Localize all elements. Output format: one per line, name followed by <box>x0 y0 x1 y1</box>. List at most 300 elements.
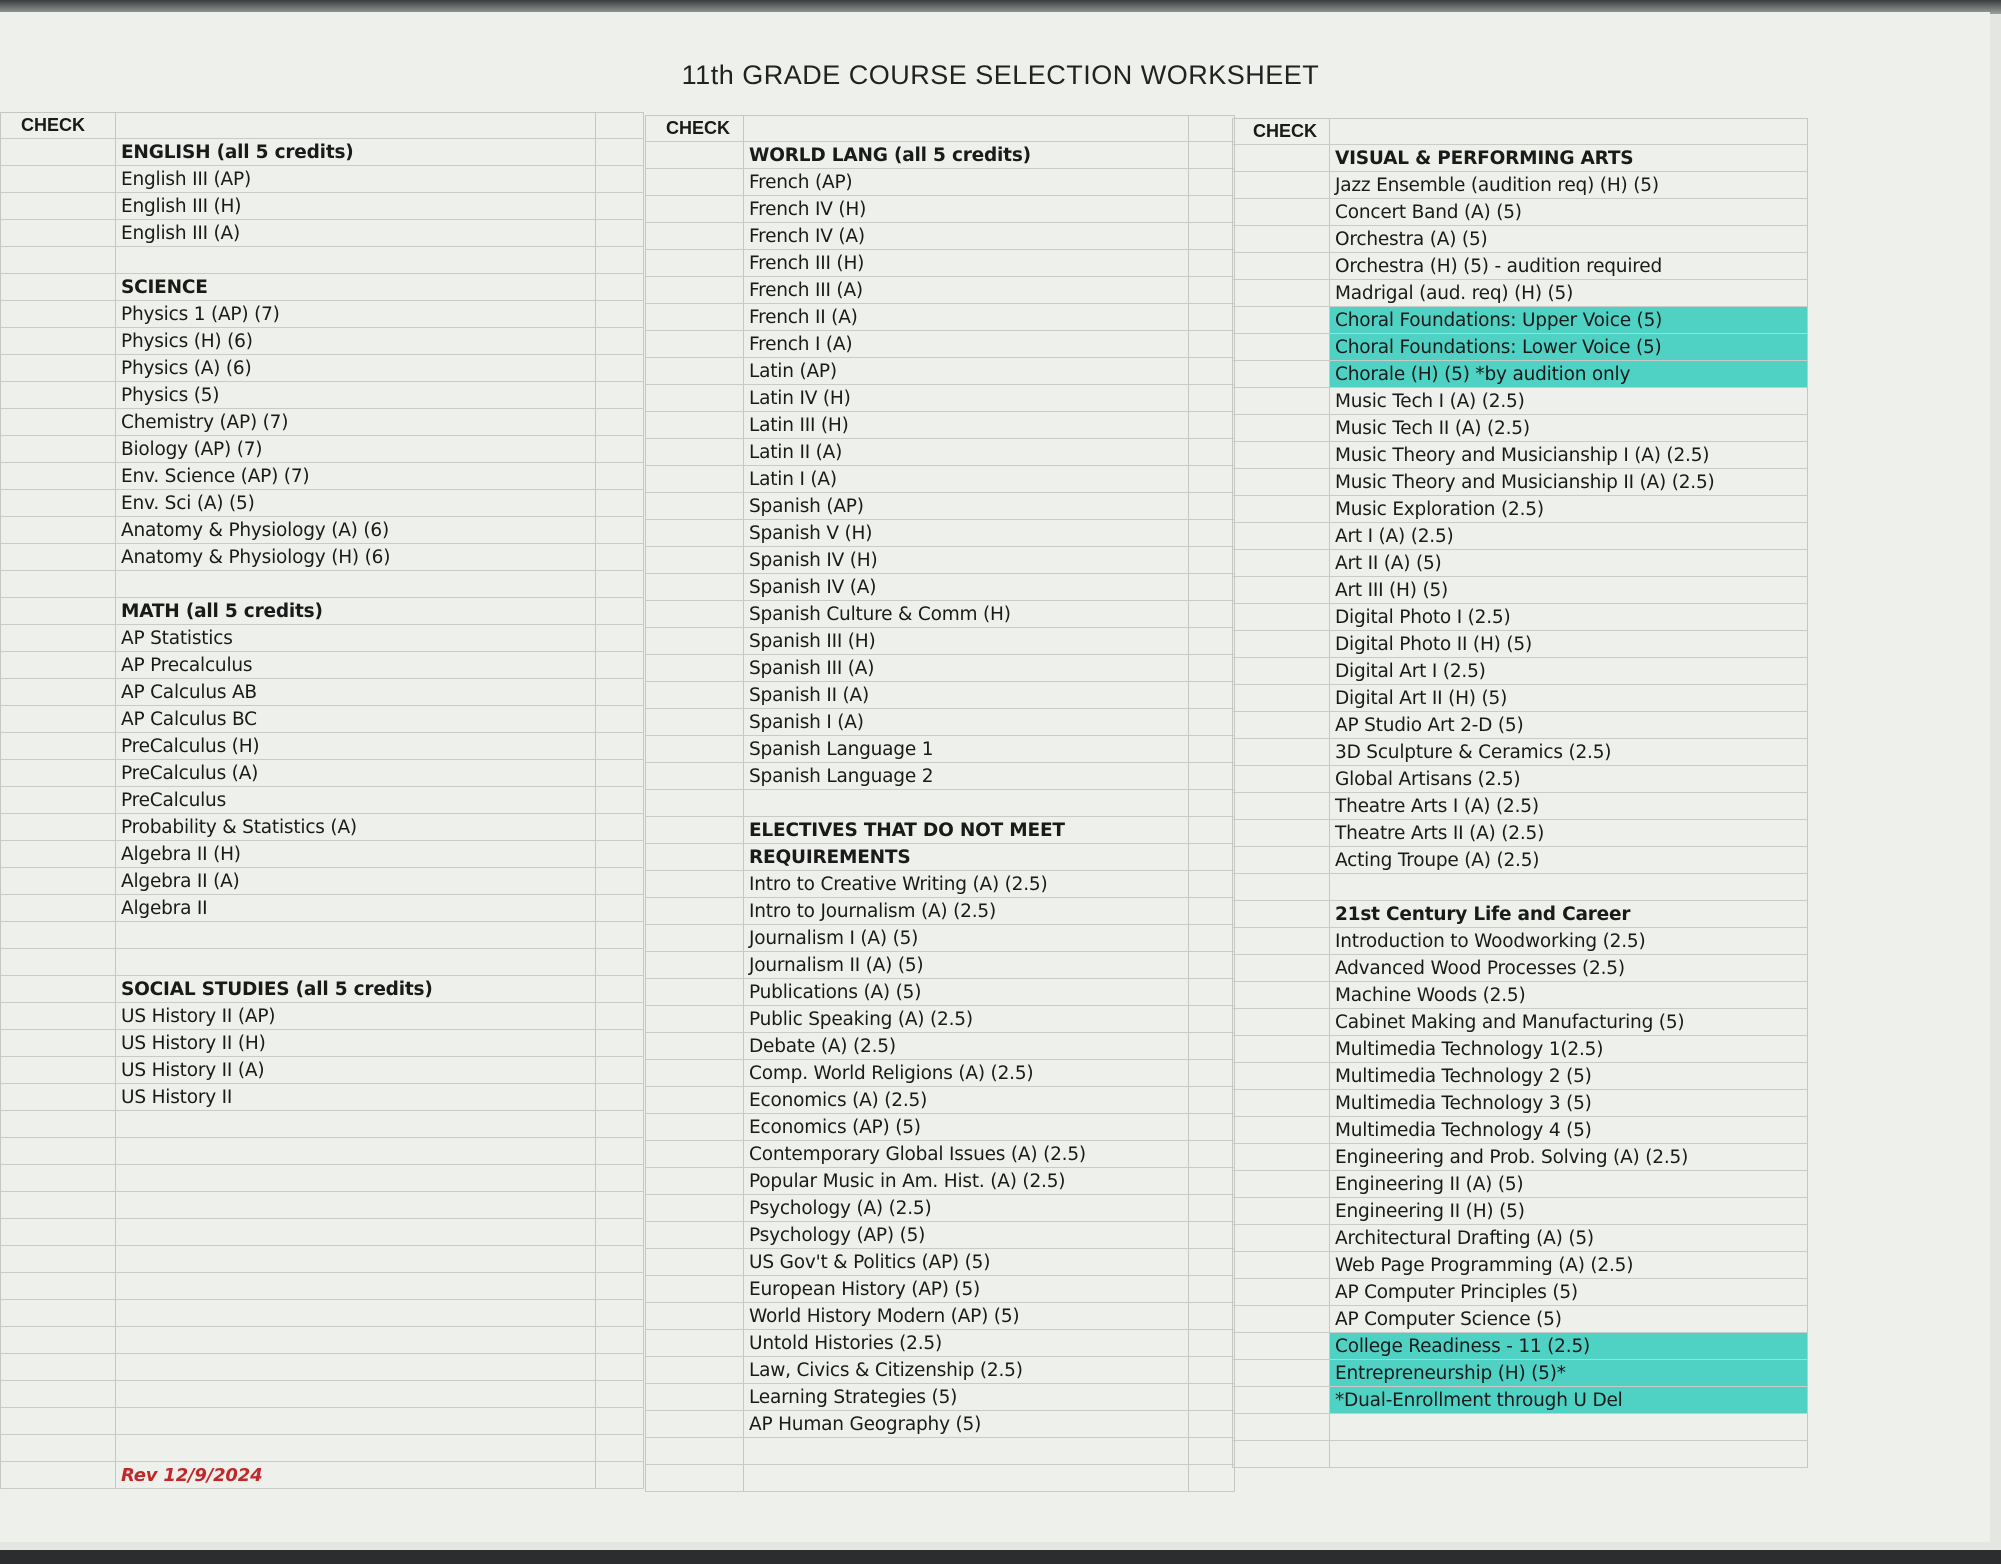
course-row <box>1233 307 1808 334</box>
check-box-cell[interactable] <box>1233 1117 1330 1143</box>
check-box-cell[interactable] <box>646 169 744 195</box>
check-box-cell[interactable] <box>646 1249 744 1275</box>
course-name: Introduction to Woodworking (2.5) <box>1330 928 1808 954</box>
check-box-cell[interactable] <box>1233 712 1330 738</box>
check-box-cell[interactable] <box>1 1408 116 1434</box>
check-box-cell[interactable] <box>646 1303 744 1329</box>
course-row <box>1233 415 1808 442</box>
course-row <box>646 1303 1235 1330</box>
check-box-cell[interactable] <box>646 277 744 303</box>
check-box-cell[interactable] <box>1233 766 1330 792</box>
check-box-cell[interactable] <box>646 196 744 222</box>
check-box-cell[interactable] <box>646 898 744 924</box>
check-box-cell[interactable] <box>646 1168 744 1194</box>
check-box-cell[interactable] <box>1 976 116 1002</box>
check-box-cell[interactable] <box>1 652 116 678</box>
course-row <box>646 385 1235 412</box>
course-name: 3D Sculpture & Ceramics (2.5) <box>1330 739 1808 765</box>
check-box-cell[interactable] <box>1 841 116 867</box>
spacer-cell <box>596 1030 644 1056</box>
course-row <box>646 601 1235 628</box>
section-heading: 21st Century Life and Career <box>1330 901 1808 927</box>
course-row <box>1 733 644 760</box>
check-box-cell[interactable] <box>1 274 116 300</box>
check-box-cell[interactable] <box>1233 1225 1330 1251</box>
check-box-cell[interactable] <box>646 493 744 519</box>
check-box-cell[interactable] <box>1233 955 1330 981</box>
check-box-cell[interactable] <box>1 733 116 759</box>
check-box-cell[interactable] <box>1 139 116 165</box>
course-name: AP Precalculus <box>116 652 596 678</box>
spacer-cell <box>1189 1060 1235 1086</box>
course-row <box>646 1465 1235 1492</box>
check-box-cell[interactable] <box>1 166 116 192</box>
course-row <box>646 817 1235 844</box>
course-name: Digital Art II (H) (5) <box>1330 685 1808 711</box>
check-box-cell[interactable] <box>1233 1279 1330 1305</box>
check-box-cell[interactable] <box>1233 685 1330 711</box>
course-name: Latin (AP) <box>744 358 1189 384</box>
check-box-cell[interactable] <box>1 382 116 408</box>
check-box-cell[interactable] <box>1 868 116 894</box>
check-box-cell[interactable] <box>646 1465 744 1491</box>
course-name: Env. Science (AP) (7) <box>116 463 596 489</box>
course-name: Choral Foundations: Upper Voice (5) <box>1330 307 1808 333</box>
check-box-cell[interactable] <box>1 1381 116 1407</box>
check-box-cell[interactable] <box>1233 388 1330 414</box>
check-box-cell[interactable] <box>646 1357 744 1383</box>
course-name: AP Human Geography (5) <box>744 1411 1189 1437</box>
check-box-cell[interactable] <box>646 1087 744 1113</box>
check-box-cell[interactable] <box>646 979 744 1005</box>
check-box-cell[interactable] <box>646 871 744 897</box>
course-name <box>1330 874 1808 900</box>
check-box-cell[interactable] <box>1 571 116 597</box>
course-name: Music Theory and Musicianship II (A) (2.5) <box>1330 469 1808 495</box>
course-row <box>1233 550 1808 577</box>
check-box-cell[interactable] <box>1233 631 1330 657</box>
check-box-cell[interactable] <box>1233 658 1330 684</box>
spacer-cell <box>1189 304 1235 330</box>
spacer-cell <box>1189 952 1235 978</box>
course-row <box>1233 199 1808 226</box>
spacer-cell <box>596 1354 644 1380</box>
check-box-cell[interactable] <box>1233 901 1330 927</box>
spacer-cell <box>1189 817 1235 843</box>
check-box-cell[interactable] <box>646 385 744 411</box>
check-box-cell[interactable] <box>1 1273 116 1299</box>
check-box-cell[interactable] <box>1233 550 1330 576</box>
spacer-cell <box>596 1381 644 1407</box>
spacer-cell <box>596 1138 644 1164</box>
spacer-cell <box>596 1057 644 1083</box>
check-box-cell[interactable] <box>646 547 744 573</box>
course-name: Spanish III (A) <box>744 655 1189 681</box>
check-box-cell[interactable] <box>1233 1306 1330 1332</box>
course-name <box>116 1111 596 1137</box>
course-name: PreCalculus (A) <box>116 760 596 786</box>
course-row <box>1 193 644 220</box>
check-box-cell[interactable] <box>1233 577 1330 603</box>
check-box-cell[interactable] <box>1 301 116 327</box>
spacer-cell <box>596 355 644 381</box>
check-box-cell[interactable] <box>1 814 116 840</box>
spacer-cell <box>1189 1087 1235 1113</box>
course-name: Public Speaking (A) (2.5) <box>744 1006 1189 1032</box>
course-row <box>646 952 1235 979</box>
check-box-cell[interactable] <box>1233 469 1330 495</box>
spacer-cell <box>1189 925 1235 951</box>
check-box-cell[interactable] <box>1 895 116 921</box>
check-box-cell[interactable] <box>646 466 744 492</box>
course-row <box>646 655 1235 682</box>
check-box-cell[interactable] <box>646 520 744 546</box>
check-box-cell[interactable] <box>1 1165 116 1191</box>
spacer-cell <box>1189 466 1235 492</box>
course-name: Algebra II <box>116 895 596 921</box>
check-box-cell[interactable] <box>646 1033 744 1059</box>
course-row <box>1 1030 644 1057</box>
course-row <box>1 571 644 598</box>
check-box-cell[interactable] <box>1233 1252 1330 1278</box>
check-box-cell[interactable] <box>1233 1441 1330 1467</box>
course-row <box>1 139 644 166</box>
course-row <box>1233 253 1808 280</box>
check-box-cell[interactable] <box>1233 1360 1330 1386</box>
course-row <box>646 979 1235 1006</box>
course-row <box>646 1384 1235 1411</box>
check-box-cell[interactable] <box>1 1192 116 1218</box>
check-box-cell[interactable] <box>646 439 744 465</box>
check-box-cell[interactable] <box>1233 415 1330 441</box>
check-box-cell[interactable] <box>1233 1090 1330 1116</box>
check-box-cell[interactable] <box>646 790 744 816</box>
check-box-cell[interactable] <box>1233 739 1330 765</box>
check-box-cell[interactable] <box>1 355 116 381</box>
check-box-cell[interactable] <box>1 949 116 975</box>
check-box-cell[interactable] <box>646 331 744 357</box>
course-row <box>646 682 1235 709</box>
check-box-cell[interactable] <box>1233 442 1330 468</box>
check-box-cell[interactable] <box>1 1300 116 1326</box>
check-box-cell[interactable] <box>1 247 116 273</box>
check-box-cell[interactable] <box>1 436 116 462</box>
column-core-subjects <box>0 112 644 1489</box>
check-box-cell[interactable] <box>1233 145 1330 171</box>
course-row <box>1 1192 644 1219</box>
check-box-cell[interactable] <box>1 328 116 354</box>
spacer-cell <box>596 868 644 894</box>
check-box-cell[interactable] <box>1233 1144 1330 1170</box>
check-box-cell[interactable] <box>646 142 744 168</box>
spacer-cell <box>596 922 644 948</box>
course-row <box>646 709 1235 736</box>
check-box-cell[interactable] <box>1233 1036 1330 1062</box>
check-box-cell[interactable] <box>1 463 116 489</box>
course-row <box>1 1084 644 1111</box>
spacer-cell <box>1189 142 1235 168</box>
check-box-cell[interactable] <box>646 574 744 600</box>
course-row <box>1233 1441 1808 1468</box>
check-box-cell[interactable] <box>1 490 116 516</box>
course-name: Probability & Statistics (A) <box>116 814 596 840</box>
check-box-cell[interactable] <box>646 736 744 762</box>
section-heading: SOCIAL STUDIES (all 5 credits) <box>116 976 596 1002</box>
spacer-cell <box>1189 1411 1235 1437</box>
course-row <box>1233 1063 1808 1090</box>
spacer-cell <box>596 841 644 867</box>
spacer-cell <box>1189 1357 1235 1383</box>
course-name <box>116 247 596 273</box>
check-box-cell[interactable] <box>1 922 116 948</box>
check-box-cell[interactable] <box>646 250 744 276</box>
course-row <box>1 409 644 436</box>
check-box-cell[interactable] <box>1 517 116 543</box>
course-row <box>1 1057 644 1084</box>
course-row <box>646 628 1235 655</box>
check-box-cell[interactable] <box>1233 1009 1330 1035</box>
course-row <box>1233 1279 1808 1306</box>
check-box-cell[interactable] <box>646 709 744 735</box>
check-box-cell[interactable] <box>646 655 744 681</box>
spacer-cell <box>1189 601 1235 627</box>
check-box-cell[interactable] <box>1 544 116 570</box>
check-box-cell[interactable] <box>1233 280 1330 306</box>
check-box-cell[interactable] <box>1 679 116 705</box>
check-box-cell[interactable] <box>646 1276 744 1302</box>
check-box-cell[interactable] <box>1 1327 116 1353</box>
check-box-cell[interactable] <box>646 1060 744 1086</box>
check-box-cell[interactable] <box>1 1246 116 1272</box>
spacer-cell <box>1189 709 1235 735</box>
course-row <box>1233 145 1808 172</box>
check-box-cell[interactable] <box>646 1411 744 1437</box>
check-box-cell[interactable] <box>1233 334 1330 360</box>
course-row <box>646 1060 1235 1087</box>
check-box-cell[interactable] <box>1233 226 1330 252</box>
check-box-cell[interactable] <box>1233 523 1330 549</box>
course-name: Concert Band (A) (5) <box>1330 199 1808 225</box>
check-box-cell[interactable] <box>646 925 744 951</box>
course-name: Psychology (AP) (5) <box>744 1222 1189 1248</box>
check-box-cell[interactable] <box>646 1438 744 1464</box>
course-row <box>1 301 644 328</box>
spacer-cell <box>596 787 644 813</box>
course-row <box>1233 496 1808 523</box>
check-box-cell[interactable] <box>1233 820 1330 846</box>
check-box-cell[interactable] <box>1 760 116 786</box>
check-box-cell[interactable] <box>646 1222 744 1248</box>
check-box-cell[interactable] <box>1 1435 116 1461</box>
check-box-cell[interactable] <box>1233 253 1330 279</box>
course-name: Chemistry (AP) (7) <box>116 409 596 435</box>
check-column-header: CHECK <box>646 116 744 141</box>
course-row <box>1233 577 1808 604</box>
check-box-cell[interactable] <box>1233 847 1330 873</box>
course-name: Latin II (A) <box>744 439 1189 465</box>
check-box-cell[interactable] <box>646 844 744 870</box>
course-name: Cabinet Making and Manufacturing (5) <box>1330 1009 1808 1035</box>
spacer-cell <box>1189 1168 1235 1194</box>
check-box-cell[interactable] <box>646 1195 744 1221</box>
check-box-cell[interactable] <box>646 952 744 978</box>
spacer-cell <box>596 1111 644 1137</box>
check-box-cell[interactable] <box>646 1384 744 1410</box>
course-name: Popular Music in Am. Hist. (A) (2.5) <box>744 1168 1189 1194</box>
course-name: French IV (H) <box>744 196 1189 222</box>
check-box-cell[interactable] <box>1 220 116 246</box>
bottom-edge <box>0 1550 2001 1564</box>
check-box-cell[interactable] <box>1 787 116 813</box>
course-name: Multimedia Technology 3 (5) <box>1330 1090 1808 1116</box>
course-row <box>1233 1333 1808 1360</box>
spacer-cell <box>1189 331 1235 357</box>
check-box-cell[interactable] <box>1 409 116 435</box>
check-box-cell[interactable] <box>1 193 116 219</box>
course-name: Orchestra (H) (5) - audition required <box>1330 253 1808 279</box>
check-box-cell[interactable] <box>1 1003 116 1029</box>
check-box-cell[interactable] <box>1233 1333 1330 1359</box>
check-box-cell[interactable] <box>646 601 744 627</box>
course-name: Spanish Culture & Comm (H) <box>744 601 1189 627</box>
revision-date: Rev 12/9/2024 <box>121 1464 263 1486</box>
check-box-cell[interactable] <box>646 763 744 789</box>
course-name: PreCalculus (H) <box>116 733 596 759</box>
course-row <box>1 868 644 895</box>
check-box-cell[interactable] <box>1233 496 1330 522</box>
course-name: European History (AP) (5) <box>744 1276 1189 1302</box>
course-name <box>116 1273 596 1299</box>
check-box-cell[interactable] <box>1 598 116 624</box>
check-box-cell[interactable] <box>646 628 744 654</box>
check-box-cell[interactable] <box>1233 1171 1330 1197</box>
header-cell <box>596 113 644 138</box>
check-box-cell[interactable] <box>646 1114 744 1140</box>
check-box-cell[interactable] <box>1 1057 116 1083</box>
course-row <box>1 1408 644 1435</box>
course-name <box>116 1327 596 1353</box>
course-name: College Readiness - 11 (2.5) <box>1330 1333 1808 1359</box>
header-row <box>1233 118 1808 145</box>
spacer-cell <box>1189 412 1235 438</box>
course-name: Engineering and Prob. Solving (A) (2.5) <box>1330 1144 1808 1170</box>
course-row <box>1233 604 1808 631</box>
spacer-cell <box>596 193 644 219</box>
course-row <box>1233 766 1808 793</box>
course-row <box>1233 685 1808 712</box>
check-box-cell[interactable] <box>1 625 116 651</box>
check-box-cell[interactable] <box>1233 172 1330 198</box>
course-row <box>646 520 1235 547</box>
check-box-cell[interactable] <box>1233 1387 1330 1413</box>
check-box-cell[interactable] <box>1233 982 1330 1008</box>
header-cell <box>744 116 1189 141</box>
course-row <box>646 439 1235 466</box>
course-row <box>1233 928 1808 955</box>
course-row <box>1 814 644 841</box>
spacer-cell <box>1189 682 1235 708</box>
course-row <box>1 787 644 814</box>
section-heading: VISUAL & PERFORMING ARTS <box>1330 145 1808 171</box>
course-name <box>744 790 1189 816</box>
check-box-cell[interactable] <box>1233 199 1330 225</box>
check-box-cell[interactable] <box>1 1030 116 1056</box>
check-box-cell[interactable] <box>1233 1414 1330 1440</box>
course-name: Art II (A) (5) <box>1330 550 1808 576</box>
course-row <box>1233 847 1808 874</box>
check-box-cell[interactable] <box>1 1138 116 1164</box>
course-row <box>646 1438 1235 1465</box>
check-box-cell[interactable] <box>1 1111 116 1137</box>
course-name: AP Studio Art 2-D (5) <box>1330 712 1808 738</box>
course-row <box>1 517 644 544</box>
course-row <box>1233 361 1808 388</box>
check-box-cell[interactable] <box>1233 1063 1330 1089</box>
course-row <box>646 790 1235 817</box>
check-box-cell[interactable] <box>1 706 116 732</box>
course-name: PreCalculus <box>116 787 596 813</box>
check-box-cell[interactable] <box>646 304 744 330</box>
spacer-cell <box>1189 1141 1235 1167</box>
check-box-cell[interactable] <box>1233 361 1330 387</box>
course-name: AP Calculus AB <box>116 679 596 705</box>
course-name: Physics 1 (AP) (7) <box>116 301 596 327</box>
course-name: Engineering II (A) (5) <box>1330 1171 1808 1197</box>
section-heading: ELECTIVES THAT DO NOT MEET <box>744 817 1189 843</box>
spacer-cell <box>1189 277 1235 303</box>
check-box-cell[interactable] <box>1233 874 1330 900</box>
course-name: AP Computer Principles (5) <box>1330 1279 1808 1305</box>
course-row <box>1 1300 644 1327</box>
course-row <box>1233 442 1808 469</box>
check-box-cell[interactable] <box>646 1141 744 1167</box>
course-row <box>646 169 1235 196</box>
check-box-cell[interactable] <box>1233 793 1330 819</box>
check-box-cell[interactable] <box>646 1006 744 1032</box>
course-row <box>1 355 644 382</box>
course-name: Jazz Ensemble (audition req) (H) (5) <box>1330 172 1808 198</box>
check-box-cell[interactable] <box>646 682 744 708</box>
check-box-cell[interactable] <box>1 1219 116 1245</box>
check-box-cell[interactable] <box>646 223 744 249</box>
course-name: Spanish Language 2 <box>744 763 1189 789</box>
course-name: Spanish Language 1 <box>744 736 1189 762</box>
course-row <box>1 220 644 247</box>
check-box-cell[interactable] <box>1233 928 1330 954</box>
check-box-cell[interactable] <box>646 817 744 843</box>
check-box-cell[interactable] <box>646 358 744 384</box>
course-row <box>646 1195 1235 1222</box>
check-box-cell[interactable] <box>646 412 744 438</box>
check-box-cell[interactable] <box>646 1330 744 1356</box>
course-row <box>1233 658 1808 685</box>
course-name: Spanish IV (A) <box>744 574 1189 600</box>
spacer-cell <box>596 949 644 975</box>
spacer-cell <box>1189 898 1235 924</box>
course-row <box>1233 874 1808 901</box>
course-row <box>646 1276 1235 1303</box>
check-box-cell[interactable] <box>1 1462 116 1488</box>
course-row <box>1 328 644 355</box>
check-box-cell[interactable] <box>1 1084 116 1110</box>
column-world-language-electives <box>645 115 1235 1492</box>
course-name: Multimedia Technology 2 (5) <box>1330 1063 1808 1089</box>
check-box-cell[interactable] <box>1233 604 1330 630</box>
check-box-cell[interactable] <box>1233 1198 1330 1224</box>
check-box-cell[interactable] <box>1233 307 1330 333</box>
spacer-cell <box>596 517 644 543</box>
check-box-cell[interactable] <box>1 1354 116 1380</box>
